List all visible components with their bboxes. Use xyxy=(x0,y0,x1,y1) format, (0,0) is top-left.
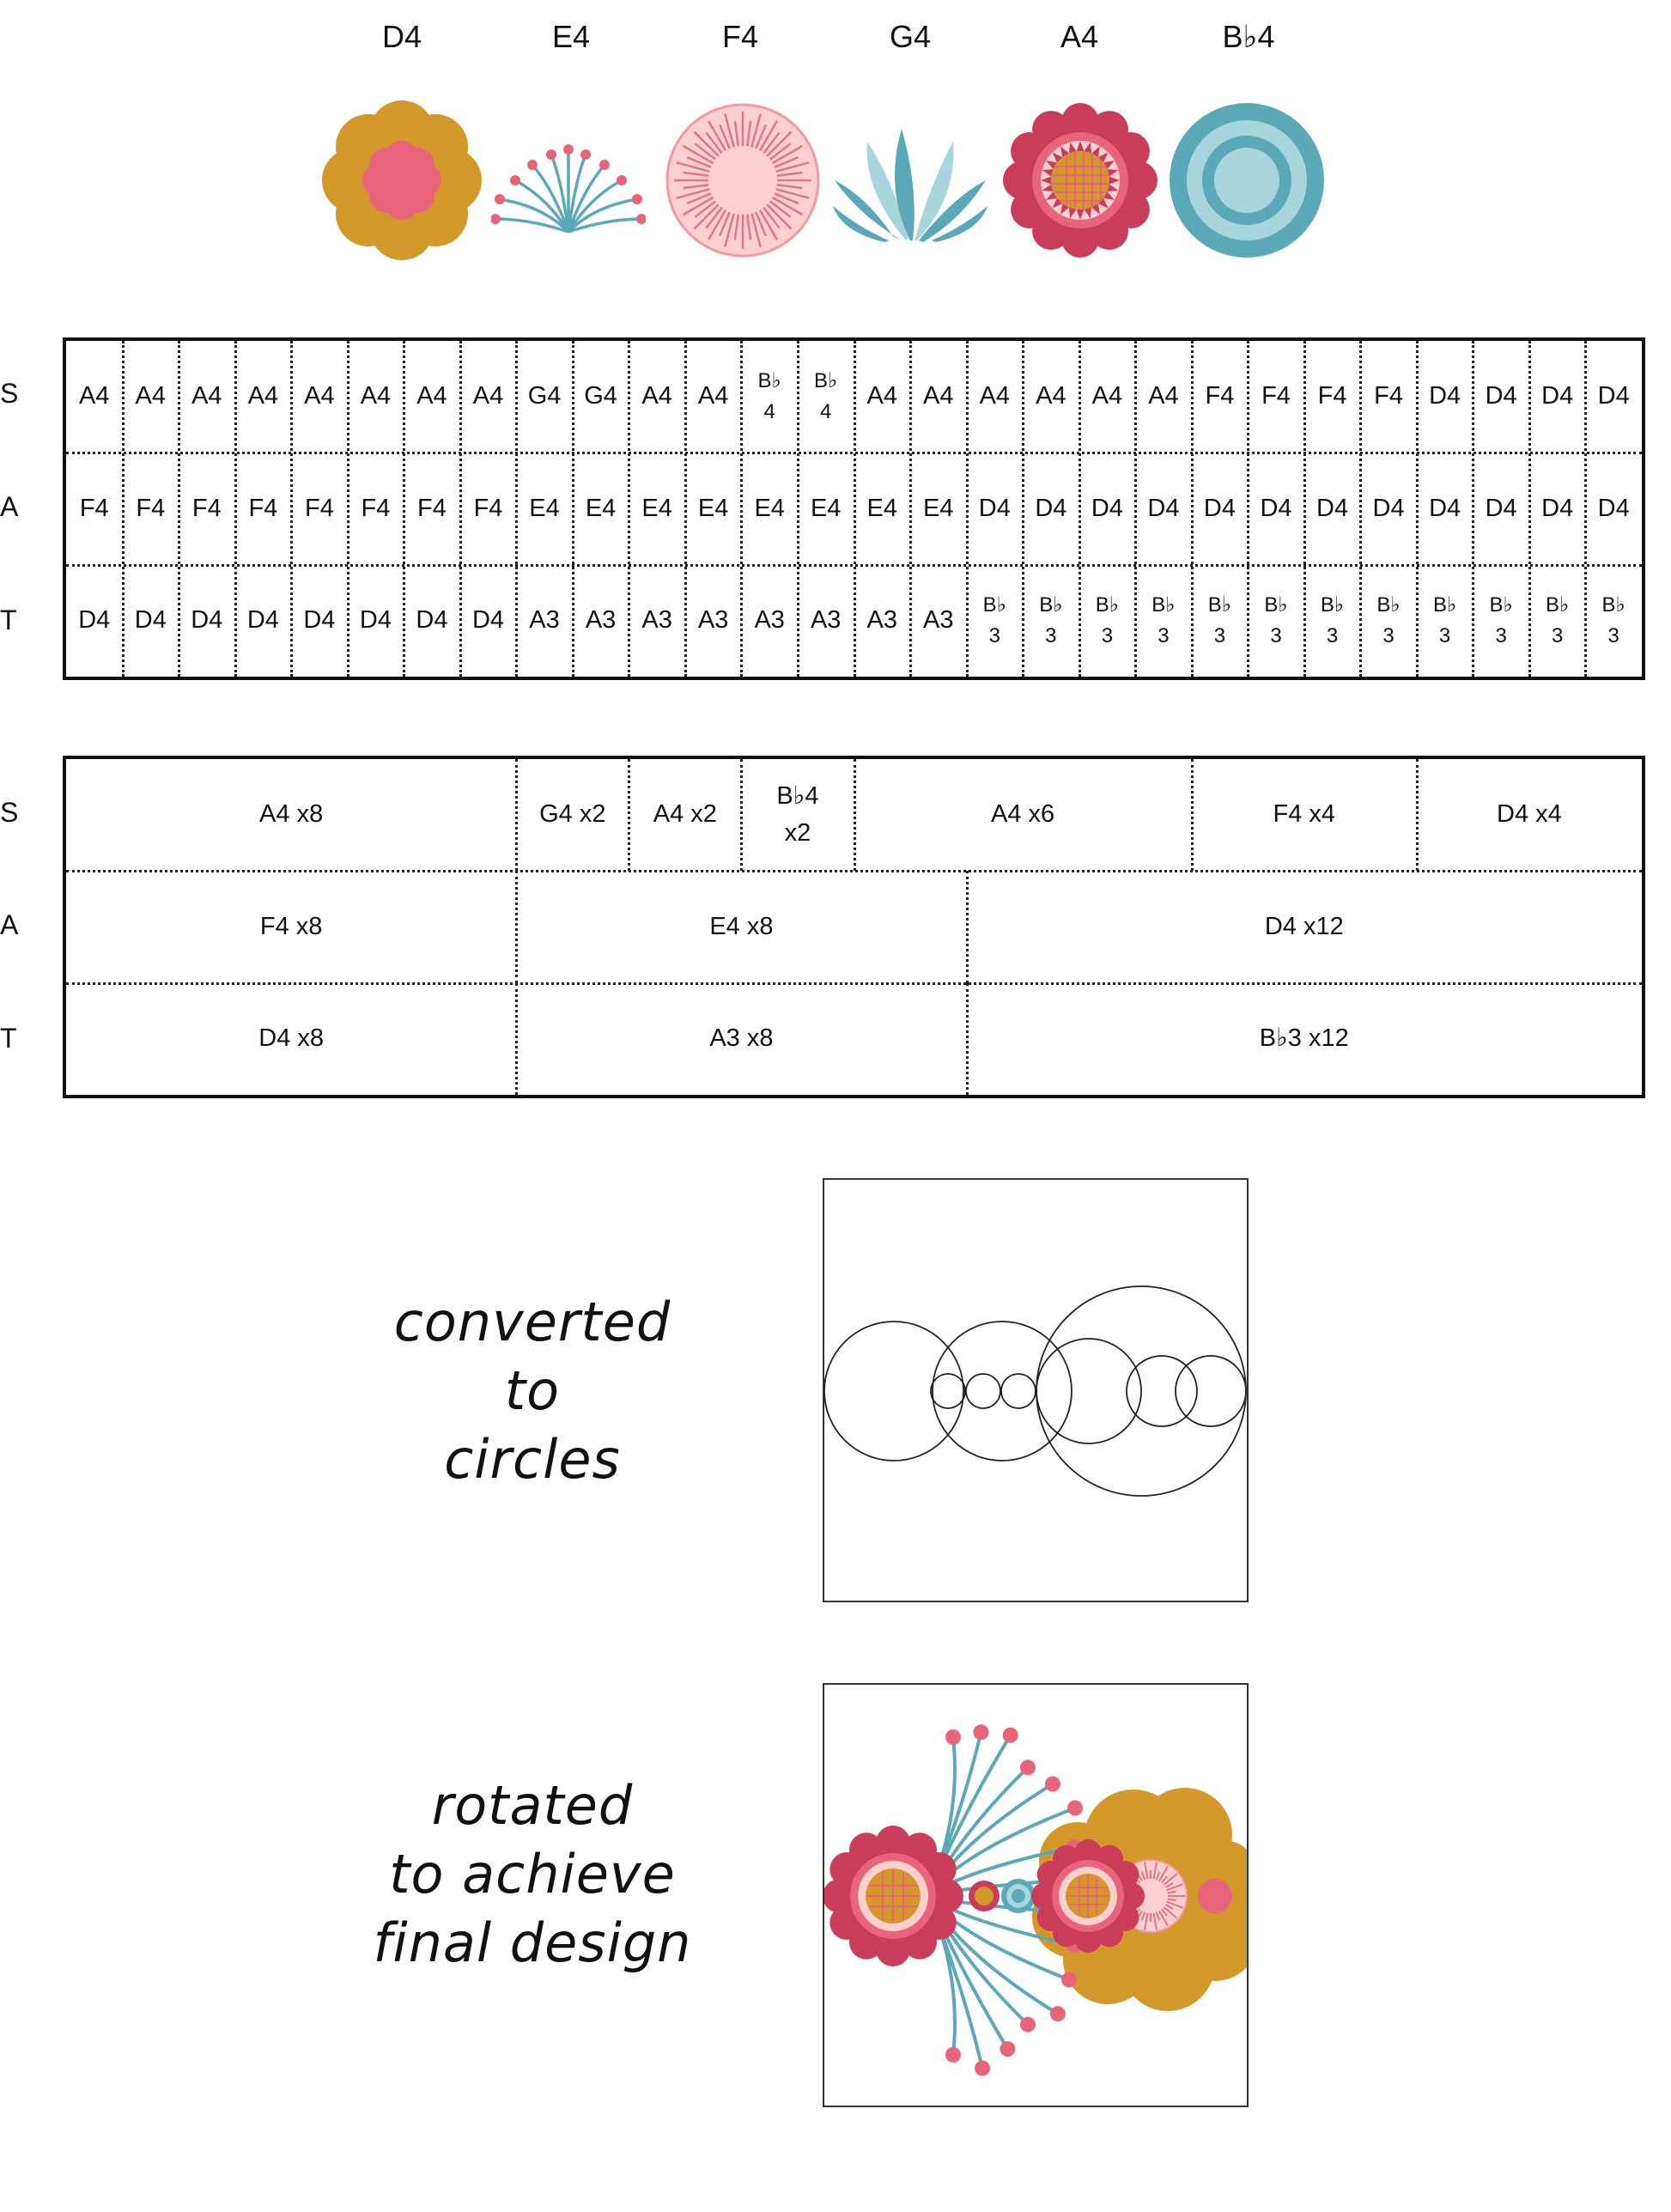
beat-cell: D4 xyxy=(1541,382,1574,410)
beat-cell: D4 xyxy=(1147,494,1180,522)
grid-divider xyxy=(1359,341,1362,677)
beat-cell: D4 xyxy=(1485,382,1517,410)
beat-cell: D4 xyxy=(1597,382,1630,410)
beat-cell: A4 xyxy=(247,382,279,410)
row-label-s-1: S xyxy=(0,378,19,409)
beat-cell: A4 xyxy=(191,382,222,410)
beat-cell: A3 xyxy=(697,606,729,635)
beat-cell: A4 xyxy=(1091,382,1123,410)
beat-cell: F4 xyxy=(361,494,391,522)
beat-cell: F4 xyxy=(1261,382,1291,410)
beat-cell: D4 xyxy=(416,606,448,635)
beat-cell: D4 xyxy=(1203,494,1236,522)
grid-divider xyxy=(1528,341,1531,677)
beat-cell: A4 xyxy=(979,382,1011,410)
beat-cell: A3 xyxy=(529,606,560,635)
beat-cell: D4 xyxy=(1035,494,1067,522)
beat-cell: D4 xyxy=(1260,494,1292,522)
beat-cell: F4 xyxy=(1205,382,1235,410)
beat-cell: A4 xyxy=(1036,382,1066,410)
summary-cell: D4 x12 xyxy=(1264,912,1344,940)
beat-cell: D4 xyxy=(1429,494,1461,522)
beat-cell: A4 xyxy=(360,382,392,410)
beat-cell: A4 xyxy=(923,382,954,410)
caption-rotated-final-design: rotated to achieve final design xyxy=(373,1774,692,1974)
beat-cell: E4 xyxy=(529,494,560,522)
grid-divider xyxy=(1416,341,1419,677)
grid-divider xyxy=(628,341,630,677)
grid-divider xyxy=(515,341,518,677)
legend-label-bb4: B♭4 xyxy=(1222,19,1275,54)
beat-cell: B♭ 3 xyxy=(1207,592,1232,647)
beat-cell: A3 xyxy=(866,606,897,635)
beat-cell: B♭ 3 xyxy=(1151,592,1176,647)
beat-cell: D4 xyxy=(134,606,167,635)
beat-cell: A3 xyxy=(641,606,672,635)
grid-divider xyxy=(403,341,405,677)
summary-cell: B♭4 x2 xyxy=(776,781,819,848)
beat-cell: E4 xyxy=(697,494,729,522)
grid-divider xyxy=(66,452,1642,454)
beat-cell: A3 xyxy=(810,606,842,635)
final-design xyxy=(823,1683,1249,2107)
beat-cell: D4 xyxy=(978,494,1011,522)
pink-sunburst-icon xyxy=(661,99,824,262)
circle-a4 xyxy=(824,1322,963,1461)
legend-label-d4: D4 xyxy=(381,19,422,54)
summary-cell: F4 x8 xyxy=(259,912,323,940)
legend-label-f4: F4 xyxy=(721,19,758,54)
row-label-s-2: S xyxy=(0,797,19,828)
beat-cell: F4 xyxy=(248,494,278,522)
beat-cell: G4 xyxy=(527,382,562,410)
grid-divider xyxy=(1584,341,1587,677)
beat-cell: F4 xyxy=(136,494,166,522)
final-red-daisy xyxy=(824,1826,963,1966)
beat-cell: A4 xyxy=(304,382,335,410)
grid-divider xyxy=(909,341,912,677)
grid-divider xyxy=(740,341,743,677)
grid-divider xyxy=(1191,341,1194,677)
caption-converted-to-circles: converted to circles xyxy=(393,1291,671,1491)
grid-divider xyxy=(1303,341,1306,677)
grid-divider xyxy=(347,341,349,677)
beat-cell: B♭ 3 xyxy=(1264,592,1288,647)
beat-grid xyxy=(63,337,1645,680)
grid-divider xyxy=(1472,341,1474,677)
beat-cell: F4 xyxy=(304,494,334,522)
beat-cell: A3 xyxy=(754,606,785,635)
beat-cell: D4 xyxy=(1316,494,1349,522)
beat-cell: A3 xyxy=(923,606,954,635)
beat-cell: D4 xyxy=(246,606,279,635)
beat-cell: B♭ 4 xyxy=(757,369,781,424)
beat-cell: E4 xyxy=(923,494,954,522)
grid-divider xyxy=(234,341,237,677)
beat-cell: F4 xyxy=(417,494,447,522)
summary-cell: G4 x2 xyxy=(539,800,606,829)
circle-bb4 xyxy=(1036,1339,1141,1443)
beat-cell: F4 xyxy=(1374,382,1403,410)
summary-cell: A3 x8 xyxy=(709,1024,774,1053)
blue-target-icon xyxy=(1165,99,1328,262)
grid-divider xyxy=(66,982,1642,985)
beat-cell: E4 xyxy=(754,494,785,522)
row-label-a-1: A xyxy=(0,491,19,522)
grid-divider xyxy=(1079,341,1081,677)
beat-cell: A4 xyxy=(1148,382,1179,410)
grid-divider xyxy=(66,564,1642,567)
beat-cell: D4 xyxy=(1597,494,1630,522)
beat-cell: E4 xyxy=(866,494,897,522)
beat-cell: G4 xyxy=(584,382,617,410)
circle-g4-2 xyxy=(966,1374,1000,1408)
teal-stamen-flower-icon xyxy=(491,99,646,262)
summary-cell: E4 x8 xyxy=(709,912,774,940)
beat-cell: B♭ 3 xyxy=(1320,592,1345,647)
legend-label-g4: G4 xyxy=(889,19,932,54)
grid-divider xyxy=(797,341,799,677)
beat-cell: A4 xyxy=(641,382,672,410)
beat-cell: D4 xyxy=(1429,382,1461,410)
beat-cell: B♭ 3 xyxy=(1489,592,1513,647)
beat-cell: A4 xyxy=(472,382,504,410)
grid-divider xyxy=(1022,341,1024,677)
beat-cell: B♭ 3 xyxy=(1546,592,1570,647)
circle-a4-small xyxy=(1001,1374,1036,1408)
beat-cell: E4 xyxy=(585,494,617,522)
legend-label-a4: A4 xyxy=(1060,19,1099,54)
grid-divider xyxy=(290,341,293,677)
beat-cell: D4 xyxy=(1485,494,1517,522)
grid-divider xyxy=(122,341,125,677)
beat-cell: B♭ 3 xyxy=(1376,592,1401,647)
circle-e4 xyxy=(933,1322,1072,1461)
grid-divider xyxy=(572,341,574,677)
summary-cell: B♭3 x12 xyxy=(1259,1024,1349,1053)
beat-cell: E4 xyxy=(810,494,842,522)
grid-divider xyxy=(459,341,462,677)
beat-cell: D4 xyxy=(191,606,223,635)
summary-cell: A4 x2 xyxy=(653,800,717,829)
circles-diagram xyxy=(823,1178,1249,1602)
beat-cell: A4 xyxy=(866,382,897,410)
beat-cell: A3 xyxy=(585,606,617,635)
circle-f4-2 xyxy=(1176,1356,1246,1426)
beat-cell: A4 xyxy=(416,382,447,410)
summary-cell: D4 x8 xyxy=(258,1024,325,1053)
grid-divider xyxy=(1134,341,1137,677)
beat-cell: D4 xyxy=(1091,494,1123,522)
grid-divider xyxy=(854,341,856,677)
beat-cell: D4 xyxy=(471,606,505,635)
summary-cell: F4 x4 xyxy=(1273,800,1336,829)
circle-g4-1 xyxy=(931,1374,965,1408)
beat-cell: B♭ 3 xyxy=(1601,592,1625,647)
row-label-a-2: A xyxy=(0,909,19,940)
beat-cell: B♭ 3 xyxy=(1095,592,1120,647)
beat-cell: A4 xyxy=(79,382,110,410)
grid-divider xyxy=(684,341,687,677)
summary-cell: A4 x6 xyxy=(991,800,1055,829)
row-label-t-1: T xyxy=(0,605,17,635)
beat-cell: D4 xyxy=(303,606,336,635)
beat-cell: B♭ 3 xyxy=(1432,592,1457,647)
beat-cell: A4 xyxy=(135,382,167,410)
beat-cell: B♭ 3 xyxy=(982,592,1006,647)
beat-cell: D4 xyxy=(78,606,111,635)
orange-flower-icon xyxy=(320,99,483,262)
legend-label-e4: E4 xyxy=(551,19,591,54)
red-daisy-icon xyxy=(999,99,1162,262)
beat-cell: D4 xyxy=(1372,494,1405,522)
row-label-t-2: T xyxy=(0,1023,17,1054)
beat-cell: F4 xyxy=(79,494,109,522)
teal-leaves-icon xyxy=(829,99,992,262)
grid-divider xyxy=(178,341,180,677)
beat-cell: B♭ 3 xyxy=(1039,592,1063,647)
summary-cell: A4 x8 xyxy=(259,800,324,829)
beat-cell: B♭ 4 xyxy=(814,369,838,424)
summary-grid xyxy=(63,756,1645,1098)
beat-cell: E4 xyxy=(641,494,672,522)
grid-divider xyxy=(66,870,1642,872)
beat-cell: F4 xyxy=(473,494,503,522)
beat-cell: D4 xyxy=(1541,494,1574,522)
grid-divider xyxy=(1247,341,1249,677)
grid-divider xyxy=(966,341,969,677)
beat-cell: D4 xyxy=(359,606,392,635)
beat-cell: F4 xyxy=(191,494,222,522)
summary-cell: D4 x4 xyxy=(1497,800,1562,829)
beat-cell: A4 xyxy=(697,382,729,410)
beat-cell: F4 xyxy=(1317,382,1347,410)
